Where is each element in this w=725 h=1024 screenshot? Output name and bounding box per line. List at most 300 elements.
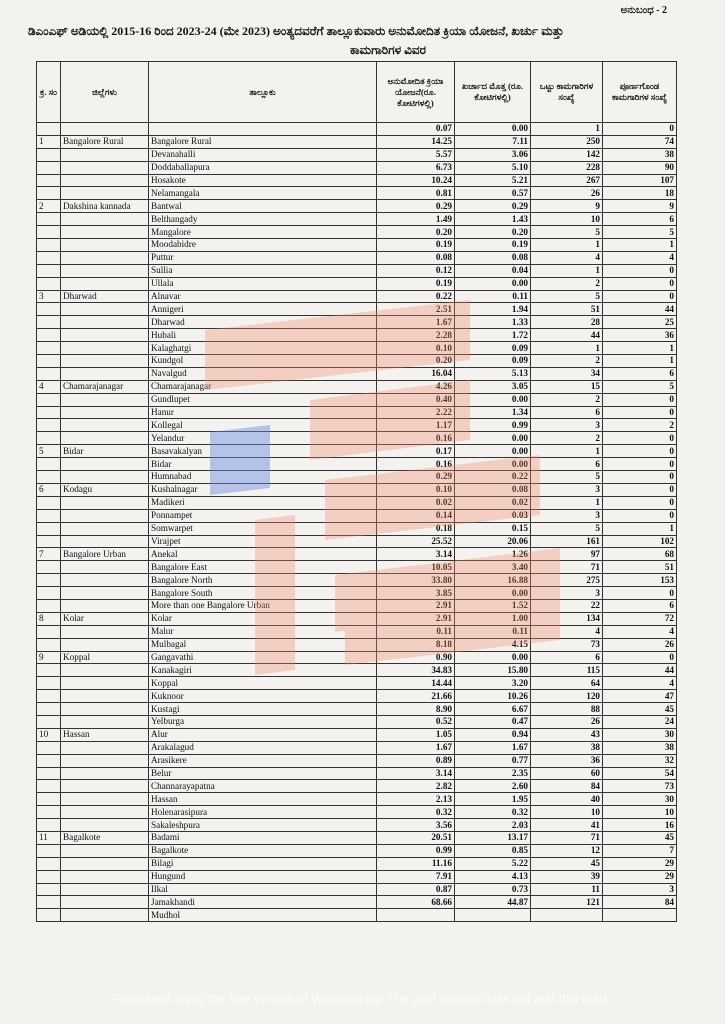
table-row [37, 161, 677, 174]
expenditure-cell: 0.47 [455, 715, 531, 728]
approved-plan-cell: 20.51 [377, 831, 455, 844]
approved-plan-cell: 0.10 [377, 342, 455, 355]
taluk-cell: Yelburga [149, 715, 377, 728]
approved-plan-cell: 6.73 [377, 161, 455, 174]
completed-works-cell: 6 [603, 367, 677, 380]
total-works-cell: 10 [531, 806, 603, 819]
district-cell [61, 909, 149, 922]
taluk-cell: Bangalore North [149, 574, 377, 587]
district-cell [61, 367, 149, 380]
approved-plan-cell: 1.67 [377, 316, 455, 329]
total-works-cell: 10 [531, 213, 603, 226]
sl-no-cell [37, 599, 61, 612]
sl-no-cell [37, 561, 61, 574]
expenditure-cell: 0.09 [455, 355, 531, 368]
approved-plan-cell: 0.20 [377, 355, 455, 368]
expenditure-cell: 0.00 [455, 587, 531, 600]
approved-plan-cell: 11.16 [377, 857, 455, 870]
approved-plan-cell: 0.10 [377, 483, 455, 496]
sl-no-cell [37, 793, 61, 806]
sl-no-cell [37, 367, 61, 380]
approved-plan-cell: 0.52 [377, 715, 455, 728]
completed-works-cell: 0 [603, 393, 677, 406]
taluk-cell: Koppal [149, 677, 377, 690]
approved-plan-cell: 0.19 [377, 239, 455, 252]
district-cell [61, 587, 149, 600]
table-row [37, 445, 677, 458]
table-row [37, 316, 677, 329]
table-row [37, 793, 677, 806]
sl-no-cell [37, 819, 61, 832]
col-header-completed-works: ಪೂರ್ಣಗೊಂಡ ಕಾಮಗಾರಿಗಳ ಸಂಖ್ಯೆ [603, 62, 677, 123]
approved-plan-cell: 5.57 [377, 148, 455, 161]
district-cell [61, 303, 149, 316]
sl-no-cell [37, 535, 61, 548]
taluk-cell: Hanur [149, 406, 377, 419]
completed-works-cell: 0 [603, 277, 677, 290]
approved-plan-cell: 0.22 [377, 290, 455, 303]
completed-works-cell: 10 [603, 806, 677, 819]
expenditure-cell: 5.22 [455, 857, 531, 870]
approved-plan-cell: 0.29 [377, 471, 455, 484]
completed-works-cell: 0 [603, 264, 677, 277]
completed-works-cell [603, 909, 677, 922]
approved-plan-cell: 0.16 [377, 432, 455, 445]
taluk-cell: Kushalnagar [149, 483, 377, 496]
taluk-cell: Malur [149, 625, 377, 638]
district-cell [61, 419, 149, 432]
total-works-cell: 4 [531, 625, 603, 638]
expenditure-cell: 20.06 [455, 535, 531, 548]
total-works-cell: 28 [531, 316, 603, 329]
expenditure-cell: 0.57 [455, 187, 531, 200]
table-row [37, 303, 677, 316]
approved-plan-cell: 3.85 [377, 587, 455, 600]
approved-plan-cell [377, 909, 455, 922]
expenditure-cell: 0.73 [455, 883, 531, 896]
table-row [37, 690, 677, 703]
sl-no-cell [37, 522, 61, 535]
completed-works-cell: 0 [603, 483, 677, 496]
completed-works-cell: 0 [603, 445, 677, 458]
district-cell [61, 509, 149, 522]
approved-plan-cell: 2.22 [377, 406, 455, 419]
completed-works-cell: 1 [603, 522, 677, 535]
completed-works-cell: 9 [603, 200, 677, 213]
completed-works-cell: 0 [603, 406, 677, 419]
completed-works-cell: 16 [603, 819, 677, 832]
taluk-cell: Navalgud [149, 367, 377, 380]
taluk-cell: Anekal [149, 548, 377, 561]
approved-plan-cell: 0.32 [377, 806, 455, 819]
district-cell [61, 123, 149, 136]
taluk-cell: Bangalore East [149, 561, 377, 574]
district-cell [61, 458, 149, 471]
total-works-cell: 2 [531, 393, 603, 406]
total-works-cell: 115 [531, 664, 603, 677]
expenditure-cell: 0.00 [455, 445, 531, 458]
completed-works-cell: 84 [603, 896, 677, 909]
approved-plan-cell: 0.07 [377, 123, 455, 136]
taluk-cell: Hosakote [149, 174, 377, 187]
district-cell: Koppal [61, 651, 149, 664]
expenditure-cell: 0.19 [455, 239, 531, 252]
expenditure-cell: 1.34 [455, 406, 531, 419]
taluk-cell: Ponnampet [149, 509, 377, 522]
taluk-cell: Channarayapatna [149, 780, 377, 793]
expenditure-cell: 3.06 [455, 148, 531, 161]
table-row [37, 651, 677, 664]
table-row [37, 277, 677, 290]
approved-plan-cell: 3.14 [377, 548, 455, 561]
expenditure-cell: 0.15 [455, 522, 531, 535]
total-works-cell: 5 [531, 471, 603, 484]
table-row [37, 574, 677, 587]
approved-plan-cell: 0.14 [377, 509, 455, 522]
approved-plan-cell: 68.66 [377, 896, 455, 909]
district-cell [61, 264, 149, 277]
table-row [37, 612, 677, 625]
approved-plan-cell: 0.02 [377, 496, 455, 509]
taluk-cell: Kuknoor [149, 690, 377, 703]
sl-no-cell [37, 896, 61, 909]
completed-works-cell: 0 [603, 509, 677, 522]
district-cell [61, 870, 149, 883]
completed-works-cell: 29 [603, 870, 677, 883]
total-works-cell: 40 [531, 793, 603, 806]
completed-works-cell: 1 [603, 342, 677, 355]
completed-works-cell: 72 [603, 612, 677, 625]
sl-no-cell: 9 [37, 651, 61, 664]
expenditure-cell: 0.04 [455, 264, 531, 277]
completed-works-cell: 7 [603, 844, 677, 857]
taluk-cell: Moodabidre [149, 239, 377, 252]
approved-plan-cell: 1.05 [377, 728, 455, 741]
approved-plan-cell: 0.40 [377, 393, 455, 406]
sl-no-cell [37, 638, 61, 651]
expenditure-cell: 2.03 [455, 819, 531, 832]
table-row [37, 715, 677, 728]
completed-works-cell: 5 [603, 226, 677, 239]
district-cell [61, 406, 149, 419]
taluk-cell: Alnavar [149, 290, 377, 303]
table-row [37, 883, 677, 896]
district-cell [61, 741, 149, 754]
sl-no-cell: 8 [37, 612, 61, 625]
taluk-cell: Belthangady [149, 213, 377, 226]
taluk-cell: Bagalkote [149, 844, 377, 857]
total-works-cell: 11 [531, 883, 603, 896]
total-works-cell: 4 [531, 251, 603, 264]
expenditure-cell: 4.15 [455, 638, 531, 651]
table-row [37, 535, 677, 548]
district-cell [61, 174, 149, 187]
taluk-cell: Bilagi [149, 857, 377, 870]
table-row [37, 496, 677, 509]
expenditure-cell: 3.20 [455, 677, 531, 690]
table-row [37, 909, 677, 922]
approved-plan-cell: 0.89 [377, 754, 455, 767]
table-row [37, 857, 677, 870]
district-cell: Kolar [61, 612, 149, 625]
completed-works-cell: 6 [603, 599, 677, 612]
approved-plan-cell: 21.66 [377, 690, 455, 703]
taluk-cell: Badami [149, 831, 377, 844]
table-row [37, 213, 677, 226]
table-row [37, 419, 677, 432]
sl-no-cell [37, 857, 61, 870]
total-works-cell: 2 [531, 355, 603, 368]
total-works-cell: 275 [531, 574, 603, 587]
completed-works-cell: 74 [603, 135, 677, 148]
total-works-cell: 26 [531, 187, 603, 200]
approved-plan-cell: 0.81 [377, 187, 455, 200]
sl-no-cell: 1 [37, 135, 61, 148]
table-row [37, 767, 677, 780]
taluk-cell: Humnabad [149, 471, 377, 484]
taluk-cell: Mangalore [149, 226, 377, 239]
approved-plan-cell: 34.83 [377, 664, 455, 677]
taluk-cell: Kundgol [149, 355, 377, 368]
total-works-cell: 1 [531, 445, 603, 458]
sl-no-cell [37, 780, 61, 793]
sl-no-cell [37, 393, 61, 406]
total-works-cell: 41 [531, 819, 603, 832]
completed-works-cell: 2 [603, 419, 677, 432]
total-works-cell: 71 [531, 831, 603, 844]
approved-plan-cell: 8.18 [377, 638, 455, 651]
table-row [37, 239, 677, 252]
sl-no-cell [37, 883, 61, 896]
table-row [37, 380, 677, 393]
taluk-cell: Doddaballapura [149, 161, 377, 174]
taluk-cell: Mulbagal [149, 638, 377, 651]
completed-works-cell: 29 [603, 857, 677, 870]
completed-works-cell: 45 [603, 831, 677, 844]
taluk-cell: Annigeri [149, 303, 377, 316]
expenditure-cell: 0.00 [455, 393, 531, 406]
expenditure-cell: 0.02 [455, 496, 531, 509]
total-works-cell: 3 [531, 587, 603, 600]
district-cell [61, 329, 149, 342]
completed-works-cell: 68 [603, 548, 677, 561]
taluk-cell: Puttur [149, 251, 377, 264]
completed-works-cell: 5 [603, 380, 677, 393]
expenditure-cell: 1.26 [455, 548, 531, 561]
table-row [37, 548, 677, 561]
expenditure-cell: 1.33 [455, 316, 531, 329]
total-works-cell: 9 [531, 200, 603, 213]
total-works-cell: 3 [531, 509, 603, 522]
completed-works-cell: 0 [603, 651, 677, 664]
expenditure-cell: 5.13 [455, 367, 531, 380]
sl-no-cell [37, 264, 61, 277]
district-cell [61, 599, 149, 612]
total-works-cell: 228 [531, 161, 603, 174]
total-works-cell: 51 [531, 303, 603, 316]
sl-no-cell [37, 806, 61, 819]
table-row [37, 780, 677, 793]
taluk-cell: Sakaleshpura [149, 819, 377, 832]
expenditure-cell: 0.94 [455, 728, 531, 741]
taluk-cell: Gangavathi [149, 651, 377, 664]
district-cell [61, 625, 149, 638]
completed-works-cell: 44 [603, 664, 677, 677]
approved-plan-cell: 4.26 [377, 380, 455, 393]
expenditure-cell: 2.35 [455, 767, 531, 780]
expenditure-cell: 0.09 [455, 342, 531, 355]
sl-no-cell: 6 [37, 483, 61, 496]
taluk-cell: Alur [149, 728, 377, 741]
expenditure-cell: 44.87 [455, 896, 531, 909]
sl-no-cell [37, 677, 61, 690]
sl-no-cell [37, 342, 61, 355]
district-cell: Chamarajanagar [61, 380, 149, 393]
expenditure-cell: 0.85 [455, 844, 531, 857]
completed-works-cell: 1 [603, 239, 677, 252]
district-cell [61, 574, 149, 587]
taluk-cell: Bidar [149, 458, 377, 471]
expenditure-cell: 0.22 [455, 471, 531, 484]
total-works-cell: 1 [531, 264, 603, 277]
completed-works-cell: 44 [603, 303, 677, 316]
sl-no-cell [37, 226, 61, 239]
expenditure-cell: 0.00 [455, 651, 531, 664]
district-cell [61, 819, 149, 832]
taluk-cell: Kollegal [149, 419, 377, 432]
sl-no-cell [37, 574, 61, 587]
district-cell [61, 393, 149, 406]
sl-no-cell [37, 355, 61, 368]
completed-works-cell: 4 [603, 625, 677, 638]
approved-plan-cell: 1.49 [377, 213, 455, 226]
col-header-total-works: ಒಟ್ಟು ಕಾಮಗಾರಿಗಳ ಸಂಖ್ಯೆ [531, 62, 603, 123]
total-works-cell [531, 909, 603, 922]
approved-plan-cell: 33.80 [377, 574, 455, 587]
table-row [37, 355, 677, 368]
table-row [37, 664, 677, 677]
completed-works-cell: 90 [603, 161, 677, 174]
table-row [37, 174, 677, 187]
taluk-cell: Virajpet [149, 535, 377, 548]
taluk-wise-table [36, 61, 677, 922]
district-cell: Dharwad [61, 290, 149, 303]
total-works-cell: 6 [531, 651, 603, 664]
sl-no-cell [37, 664, 61, 677]
taluk-cell: Belur [149, 767, 377, 780]
taluk-cell: Hassan [149, 793, 377, 806]
approved-plan-cell: 3.14 [377, 767, 455, 780]
completed-works-cell: 32 [603, 754, 677, 767]
sl-no-cell [37, 703, 61, 716]
completed-works-cell: 102 [603, 535, 677, 548]
approved-plan-cell: 0.19 [377, 277, 455, 290]
sl-no-cell [37, 754, 61, 767]
sl-no-cell: 7 [37, 548, 61, 561]
sl-no-cell [37, 715, 61, 728]
expenditure-cell: 1.00 [455, 612, 531, 625]
total-works-cell: 22 [531, 599, 603, 612]
completed-works-cell: 0 [603, 587, 677, 600]
sl-no-cell [37, 406, 61, 419]
sl-no-cell [37, 471, 61, 484]
district-cell [61, 806, 149, 819]
taluk-cell: Kustagi [149, 703, 377, 716]
taluk-cell: Basavakalyan [149, 445, 377, 458]
expenditure-cell: 2.60 [455, 780, 531, 793]
sl-no-cell [37, 767, 61, 780]
approved-plan-cell: 0.29 [377, 200, 455, 213]
table-row [37, 625, 677, 638]
expenditure-cell: 3.05 [455, 380, 531, 393]
district-cell [61, 213, 149, 226]
approved-plan-cell: 0.11 [377, 625, 455, 638]
taluk-cell: Madikeri [149, 496, 377, 509]
expenditure-cell: 5.21 [455, 174, 531, 187]
district-cell [61, 496, 149, 509]
total-works-cell: 38 [531, 741, 603, 754]
expenditure-cell: 4.13 [455, 870, 531, 883]
completed-works-cell: 0 [603, 123, 677, 136]
sl-no-cell [37, 174, 61, 187]
taluk-cell: Nelamangala [149, 187, 377, 200]
district-cell [61, 535, 149, 548]
district-cell [61, 844, 149, 857]
expenditure-cell: 0.32 [455, 806, 531, 819]
table-row [37, 599, 677, 612]
completed-works-cell: 25 [603, 316, 677, 329]
sl-no-cell: 5 [37, 445, 61, 458]
expenditure-cell: 0.29 [455, 200, 531, 213]
approved-plan-cell: 2.91 [377, 599, 455, 612]
taluk-cell: Hungund [149, 870, 377, 883]
district-cell [61, 664, 149, 677]
district-cell [61, 251, 149, 264]
approved-plan-cell: 0.18 [377, 522, 455, 535]
table-row [37, 728, 677, 741]
sl-no-cell [37, 458, 61, 471]
completed-works-cell: 38 [603, 741, 677, 754]
total-works-cell: 5 [531, 290, 603, 303]
expenditure-cell: 1.43 [455, 213, 531, 226]
sl-no-cell: 4 [37, 380, 61, 393]
district-cell [61, 690, 149, 703]
expenditure-cell: 1.67 [455, 741, 531, 754]
table-row [37, 393, 677, 406]
sl-no-cell [37, 277, 61, 290]
expenditure-cell: 16.88 [455, 574, 531, 587]
table-row [37, 148, 677, 161]
approved-plan-cell: 1.67 [377, 741, 455, 754]
approved-plan-cell: 14.25 [377, 135, 455, 148]
total-works-cell: 71 [531, 561, 603, 574]
sl-no-cell [37, 239, 61, 252]
table-row [37, 509, 677, 522]
district-cell [61, 187, 149, 200]
table-row [37, 561, 677, 574]
sl-no-cell [37, 432, 61, 445]
completed-works-cell: 0 [603, 290, 677, 303]
completed-works-cell: 3 [603, 883, 677, 896]
approved-plan-cell: 0.17 [377, 445, 455, 458]
approved-plan-cell: 2.82 [377, 780, 455, 793]
table-row [37, 342, 677, 355]
table-row [37, 226, 677, 239]
table-row [37, 819, 677, 832]
total-works-cell: 3 [531, 419, 603, 432]
expenditure-cell: 1.94 [455, 303, 531, 316]
expenditure-cell: 0.03 [455, 509, 531, 522]
